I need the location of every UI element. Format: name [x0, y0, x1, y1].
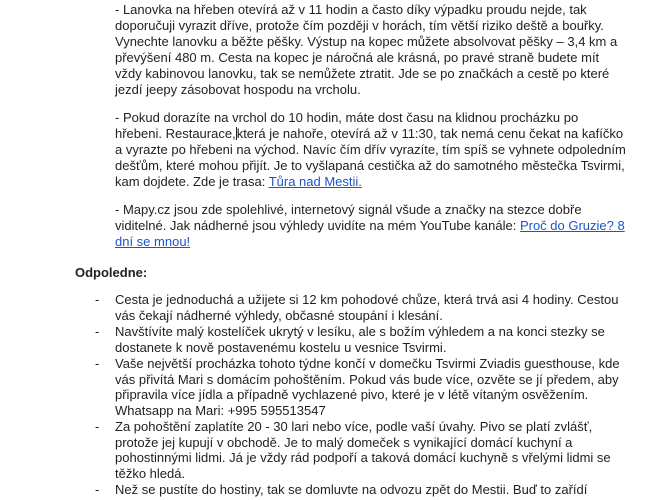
- text-line: Vaše největší procházka tohoto týdne končí v domečku Tsvirmi Zviadis guesthouse, kde: [115, 356, 620, 371]
- bullet-dash: -: [95, 324, 100, 339]
- bullet-dash: -: [95, 482, 100, 497]
- text-segment: kam dojdete. Zde je trasa:: [115, 174, 269, 189]
- bullet-dash: -: [95, 419, 100, 434]
- section-heading-afternoon: Odpoledne:: [75, 265, 148, 280]
- text-line: dešťům, které mohou přijít. Je to vyšlapaná cestička až do samotného městečka Tsvirmi,: [115, 158, 625, 173]
- list-item: [0, 356, 661, 418]
- text-line: protože jej kupují v obchodě. Je to malý domeček s vynikající domácí kuchyní a: [115, 434, 573, 450]
- text-line: a vyrazte po hřebeni na východ. Navíc čím dřív vyrazíte, tím spíš se vyhnete odpoledním: [115, 142, 626, 157]
- list-item: [0, 292, 661, 323]
- text-line: dostanete k nově postavenému kostelu u vesnice Tsvirmi.: [115, 339, 447, 355]
- youtube-link-continued[interactable]: dní se mnou!: [115, 234, 191, 249]
- text-line: - Mapy.cz jsou zde spolehlivé, internetový signál všude a značky na stezce dobře: [115, 202, 582, 217]
- text-line: vždy kabinovou lanovku, tak se nemůžete ztratit. Jde se po značkách a cestě po které: [115, 66, 610, 81]
- text-line: - Pokud dorazíte na vrchol do 10 hodin, máte dost času na klidnou procházku po: [115, 110, 579, 125]
- paragraph-summit: [115, 110, 635, 190]
- text-segment: která je nahoře, otevírá až v 11:30, tak nemá cenu čekat na kafíčko: [236, 126, 624, 141]
- afternoon-bullet-list: [0, 292, 661, 499]
- list-item: [0, 324, 661, 355]
- text-line: Než se pustíte do hostiny, tak se domluvte na odvozu zpět do Mestii. Buď to zařídí: [115, 482, 588, 497]
- text-line: připravila více jídla a případně vychlazené pivo, které je v létě vítaným osvěžením.: [115, 387, 589, 402]
- text-line: Navštívíte malý kostelíček ukrytý v lesíku, ale s božím výhledem a na konci stezky se: [115, 324, 605, 339]
- text-line: - Lanovka na hřeben otevírá až v 11 hodin a často díky výpadku proudu nejde, tak: [115, 2, 587, 17]
- route-link[interactable]: Tůra nad Mestii.: [268, 174, 362, 189]
- text-line: Whatsapp na Mari: +995 595513547: [115, 402, 326, 418]
- bullet-dash: -: [95, 356, 100, 371]
- text-line: jezdí jeepy zásobovat hospodu na vrcholu.: [115, 82, 361, 97]
- text-line: Za pohoštění zaplatíte 20 - 30 lari nebo více, podle vaší úvahy. Pivo se platí zvlášť,: [115, 419, 593, 434]
- bullet-dash: -: [95, 292, 100, 307]
- text-line: převýšení 480 m. Cesta na kopec je náročná ale krásná, po pravé straně budete mít: [115, 50, 600, 65]
- text-line: [115, 218, 635, 234]
- text-line: [115, 234, 635, 250]
- text-line: [115, 174, 635, 190]
- text-line: Vynechte lanovku a běžte pěšky. Výstup na kopec můžete absolvovat pěšky – 3,4 km a: [115, 34, 618, 49]
- text-line: těžko hledá.: [115, 465, 186, 481]
- text-line: pohostinnými lidmi. Já je vždy rád podpoří a taková domácí kuchyně s vřelými lidmi se: [115, 450, 611, 465]
- text-segment: viditelné. Jak nádherné jsou výhledy uvidíte na mém YouTube kanále:: [115, 218, 520, 233]
- text-line: [115, 126, 635, 142]
- text-line: vás čekají nádherné výhledy, občasné stoupání i klesání.: [115, 307, 443, 323]
- paragraph-maps: [115, 202, 635, 250]
- paragraph-cable-car: [115, 2, 635, 98]
- text-segment: hřebeni. Restaurace,: [115, 126, 236, 141]
- list-item: [0, 482, 661, 498]
- text-line: vás přivítá Mari s domácím pohoštěním. Pokud vás bude více, ozvěte se jí předem, aby: [115, 371, 619, 387]
- text-line: Cesta je jednoduchá a užijete si 12 km pohodové chůze, která trvá asi 4 hodiny. Cestou: [115, 292, 619, 307]
- youtube-link[interactable]: Proč do Gruzie? 8: [519, 218, 625, 233]
- list-item: [0, 419, 661, 481]
- text-line: doporučuji vyrazit dříve, protože čím později v horách, tím větší riziko deště a bouřky.: [115, 18, 604, 33]
